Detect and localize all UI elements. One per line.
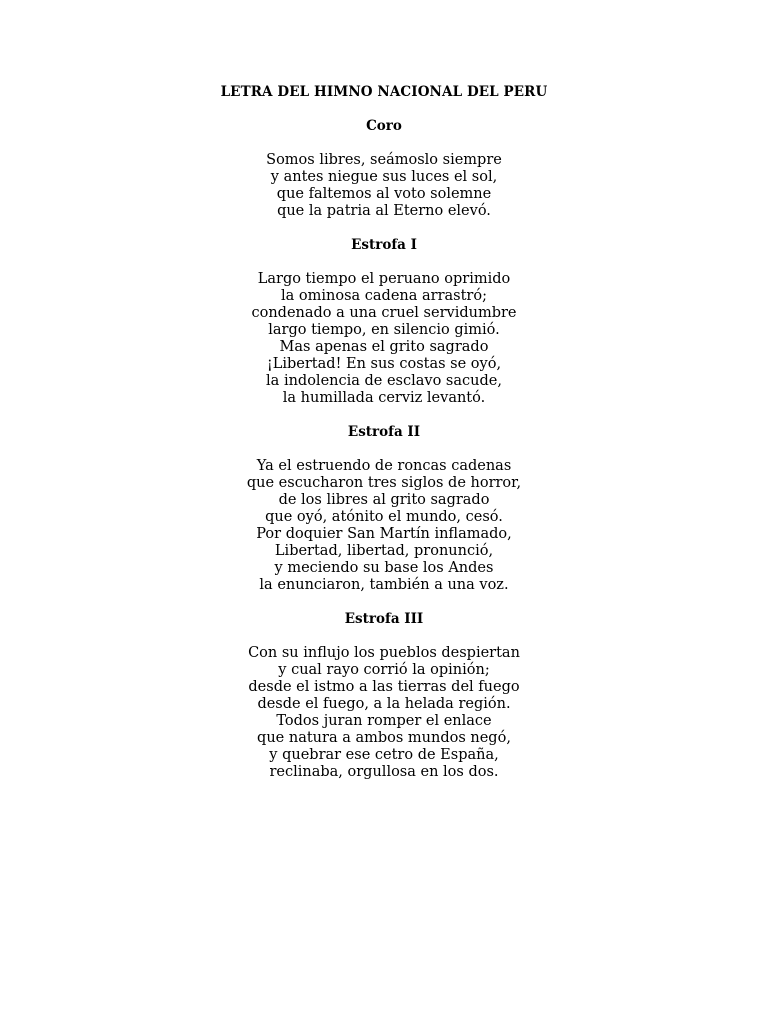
verse-line: desde el fuego, a la helada región. <box>257 696 511 712</box>
section-heading-coro: Coro <box>366 118 402 134</box>
verse-line: la ominosa cadena arrastró; <box>281 288 487 304</box>
verse-line: Largo tiempo el peruano oprimido <box>257 271 511 287</box>
verse-line: y antes niegue sus luces el sol, <box>270 169 498 185</box>
spacer <box>0 407 768 424</box>
verse-line: de los libres al grito sagrado <box>278 492 490 508</box>
verse-line: Por doquier San Martín inflamado, <box>256 526 512 542</box>
verse-line: Ya el estruendo de roncas cadenas <box>256 458 512 474</box>
verse-line: condenado a una cruel servidumbre <box>251 305 517 321</box>
verse-line: reclinaba, orgullosa en los dos. <box>269 764 499 780</box>
document-title: LETRA DEL HIMNO NACIONAL DEL PERU <box>220 84 548 100</box>
verse-line: y cual rayo corrió la opinión; <box>278 662 490 678</box>
stanza-estrofa-3 <box>0 645 768 781</box>
spacer <box>0 254 768 271</box>
verse-line: Con su influjo los pueblos despiertan <box>248 645 520 661</box>
stanza-estrofa-2 <box>0 458 768 594</box>
document-body <box>0 84 768 781</box>
verse-line: desde el istmo a las tierras del fuego <box>248 679 520 695</box>
section-heading-estrofa-2: Estrofa II <box>347 424 421 440</box>
stanza-estrofa-1 <box>0 271 768 407</box>
stanza-coro <box>0 152 768 220</box>
verse-line: ¡Libertad! En sus costas se oyó, <box>266 356 502 372</box>
verse-line: largo tiempo, en silencio gimió. <box>268 322 500 338</box>
verse-line: que natura a ambos mundos negó, <box>257 730 511 746</box>
spacer <box>0 594 768 611</box>
section-heading-estrofa-3: Estrofa III <box>344 611 424 627</box>
spacer <box>0 101 768 118</box>
spacer <box>0 441 768 458</box>
spacer <box>0 135 768 152</box>
verse-line: que oyó, atónito el mundo, cesó. <box>265 509 503 525</box>
verse-line: que escucharon tres siglos de horror, <box>246 475 522 491</box>
verse-line: que faltemos al voto solemne <box>276 186 492 202</box>
verse-line: Libertad, libertad, pronunció, <box>274 543 494 559</box>
spacer <box>0 628 768 645</box>
verse-line: la indolencia de esclavo sacude, <box>266 373 502 389</box>
verse-line: Somos libres, seámoslo siempre <box>266 152 502 168</box>
verse-line: la enunciaron, también a una voz. <box>259 577 509 593</box>
verse-line: la humillada cerviz levantó. <box>282 390 486 406</box>
verse-line: Mas apenas el grito sagrado <box>279 339 489 355</box>
spacer <box>0 220 768 237</box>
section-heading-estrofa-1: Estrofa I <box>351 237 417 253</box>
verse-line: y quebrar ese cetro de España, <box>269 747 499 763</box>
verse-line: Todos juran romper el enlace <box>276 713 492 729</box>
verse-line: y meciendo su base los Andes <box>274 560 494 576</box>
verse-line: que la patria al Eterno elevó. <box>277 203 491 219</box>
